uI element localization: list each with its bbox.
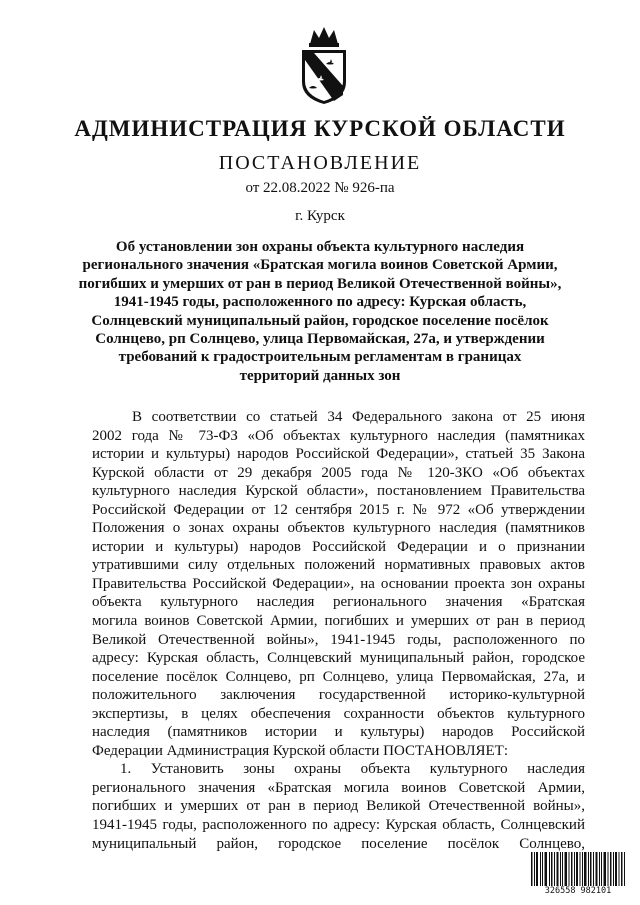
body-line: объекта культурного наследия регионального значения «Братская [92,594,585,611]
heading-line: требований к градостроительным регламентам в границах [118,349,522,366]
document-heading [70,238,570,385]
body-line: поселение посёлок Солнцево, рп Солнцево, улица Первомайская, 27а, и [92,668,585,685]
heading-line: 1941-1945 годы, расположенного по адресу: Курская область, [113,294,527,311]
heading-line: погибших и умерших от ран в период Великой Отечественной войны», [78,275,562,292]
body-line: муниципальный район, городское поселение посёлок Солнцево, [92,835,585,852]
body-line: культурного наследия Курской области», постановлением Правительства [92,483,585,500]
body-line: Великой Отечественной войны», 1941-1945 годы, расположенного по [92,631,585,648]
barcode-number: 326558 982101 [544,886,612,896]
body-line: положительного заключения государственной историко-культурной [92,687,585,704]
body-line: В соответствии со статьей 34 Федерального закона от 25 июня [132,409,585,425]
body-line: 2002 года № 73-ФЗ «Об объектах культурного наследия (памятниках [92,427,585,444]
coat-of-arms-icon [296,24,352,106]
barcode-icon [530,852,626,886]
document-body [92,408,585,853]
body-line: регионального значения «Братская могила воинов Советской Армии, [92,779,585,796]
body-line: 1941-1945 годы, расположенного по адресу: Курская область, Солнцевский [92,817,585,834]
body-line: Курской области от 29 декабря 2005 года № 120-ЗКО «Об объектах [92,464,585,481]
heading-line: Солнцевский муниципальный район, городское поселение посёлок [91,312,549,329]
heading-line: территорий данных зон [239,367,401,384]
body-line: Российской Федерации от 12 сентября 2015 г. № 972 «Об утверждении [92,501,585,518]
body-line: истории и культуры) народов Российской Федерации», статьей 35 Закона [92,446,585,463]
body-line: утратившими силу отдельных положений нормативных правовых актов [92,557,585,574]
body-line: адресу: Курская область, Солнцевский муниципальный район, городское [92,650,585,667]
body-line: Правительства Российской Федерации», на основании проекта зон охраны [92,575,585,592]
body-line: Положения о зонах охраны объектов культурного наследия (памятников [92,520,585,537]
body-line: экспертизы, в целях обеспечения сохранности объектов культурного [92,705,585,722]
heading-line: регионального значения «Братская могила воинов Советской Армии, [82,257,558,274]
heading-line: Об установлении зон охраны объекта культурного наследия [115,239,525,255]
body-line: Федерации Администрация Курской области ПОСТАНОВЛЯЕТ: [92,742,508,759]
document-barcode [530,852,626,896]
heading-line: Солнцево, рп Солнцево, улица Первомайская, 27а, и утверждении [95,331,545,348]
body-line: погибших и умерших от ран в период Великой Отечественной войны», [92,798,585,815]
document-type: ПОСТАНОВЛЕНИЕ [218,152,422,174]
body-line: истории и культуры) народов Российской Федерации и о признании [92,538,585,555]
document-date-number: от 22.08.2022 № 926-па [245,180,395,196]
body-line: могила воинов Советской Армии, погибших и умерших от ран в период [92,613,585,630]
document-city: г. Курск [295,208,345,224]
organization-title: АДМИНИСТРАЦИЯ КУРСКОЙ ОБЛАСТИ [74,116,566,141]
body-line: наследия (памятников истории и культуры) народов Российской [92,724,585,741]
body-line: 1. Установить зоны охраны объекта культурного наследия [120,761,585,778]
